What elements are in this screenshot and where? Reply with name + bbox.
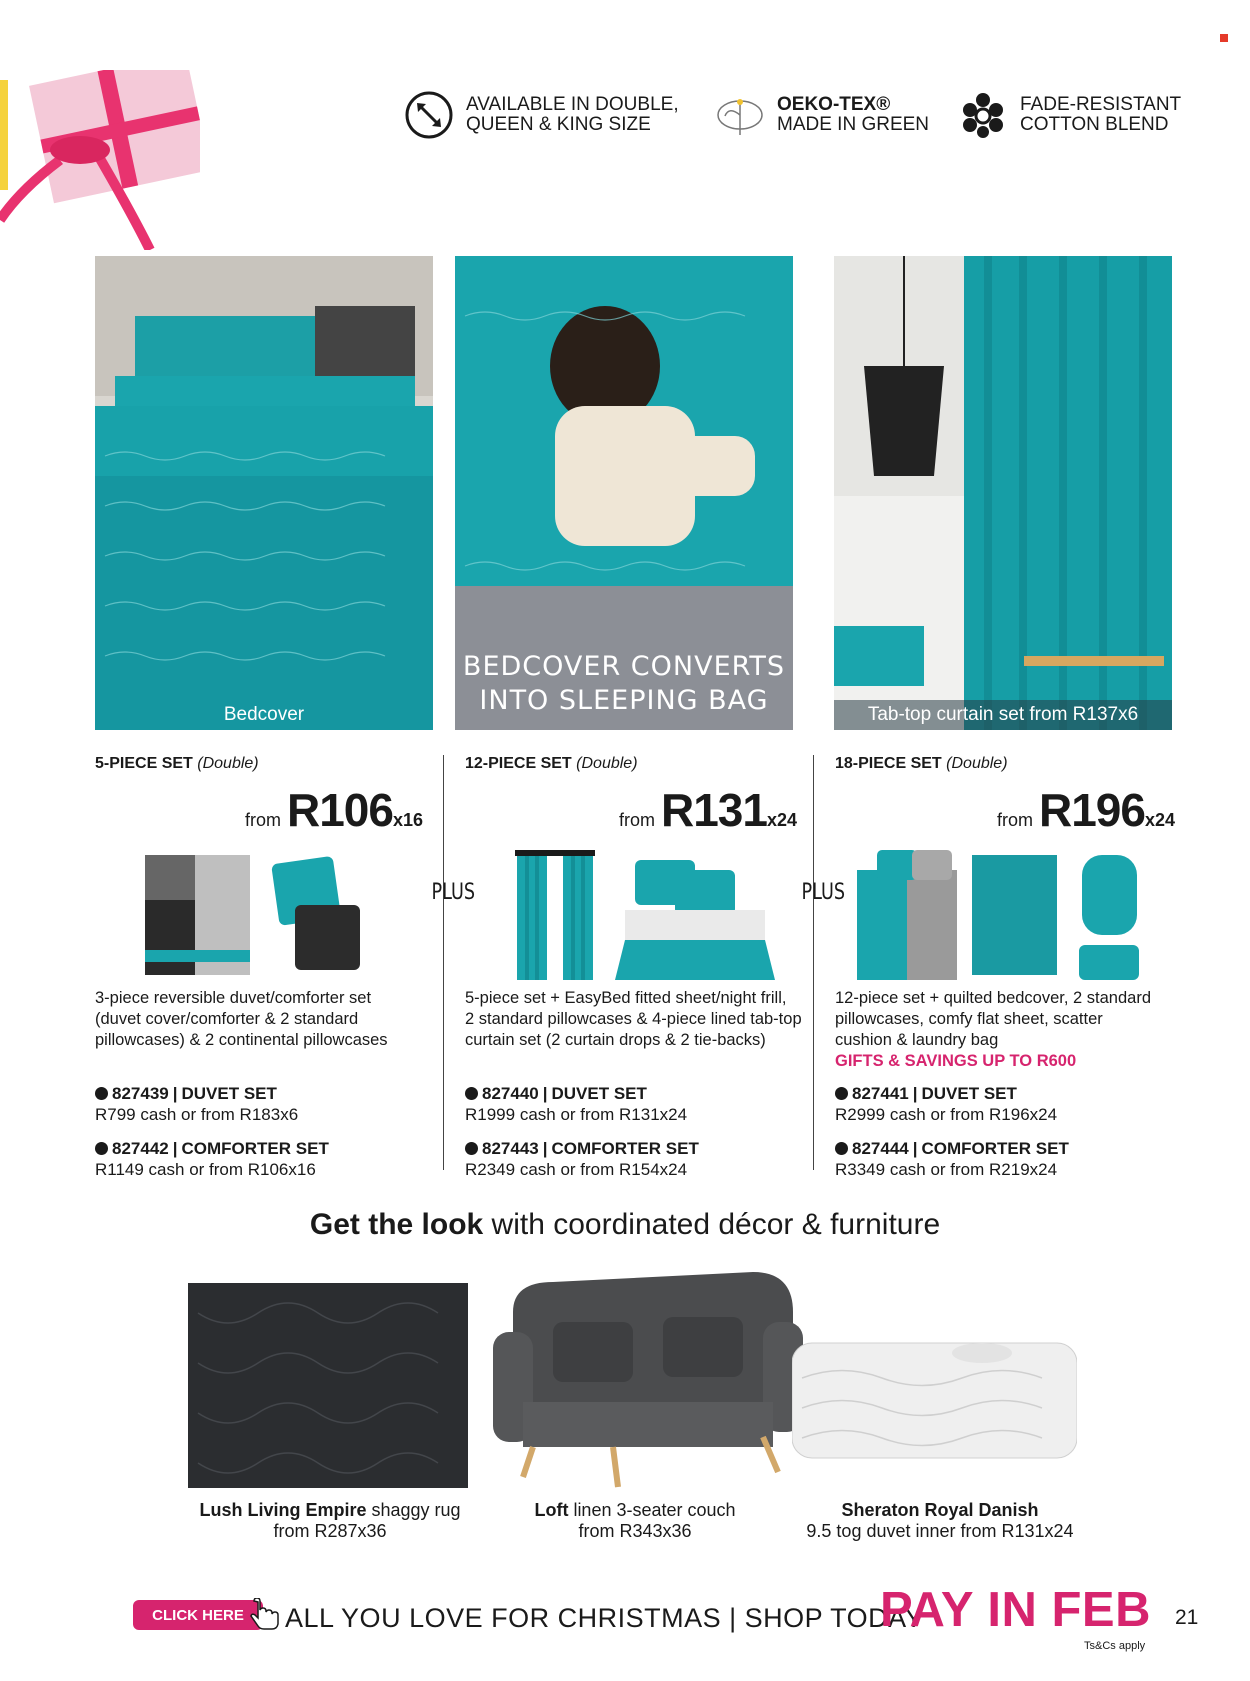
resize-arrows-icon [404, 90, 454, 140]
duvet-inner-name-bold: Sheraton Royal Danish [841, 1500, 1039, 1520]
feature-fade-resistant [958, 90, 1181, 140]
price-from: from [618, 810, 655, 830]
product-code-icon [95, 1142, 108, 1155]
set-description [835, 988, 1175, 1072]
couch-name-rest: linen 3-seater couch [568, 1500, 736, 1520]
code-label: DUVET SET [181, 1084, 277, 1103]
set-description [95, 988, 435, 1051]
look-heading-bold: Get the look [309, 1208, 484, 1241]
desc-line-3: pillowcases) & 2 continental pillowcases [95, 1031, 388, 1049]
feature-oeko-tex [715, 90, 929, 140]
price [997, 783, 1175, 837]
set-column-18-piece [835, 755, 1175, 1179]
set-title-text: 5-PIECE SET [95, 755, 193, 772]
brand-mark [1220, 34, 1228, 42]
couch-name-bold: Loft [534, 1500, 569, 1520]
sleeping-bag-overlay [455, 650, 793, 718]
feature-text-2a: OEKO-TEX® [777, 94, 891, 115]
duvet-set-code: 827440 | DUVET SET R1999 cash or from R131x24 [465, 1084, 688, 1124]
terms-apply: Ts&Cs apply [1084, 1640, 1146, 1652]
code-number: 827444 [852, 1139, 909, 1158]
hand-cursor-icon [250, 1598, 282, 1632]
set-title-text: 18-PIECE SET [835, 755, 942, 772]
duvet-set-code: 827441 | DUVET SET R2999 cash or from R196x24 [835, 1084, 1058, 1124]
feature-text-3b: COTTON BLEND [1020, 114, 1169, 135]
desc-line-2: (duvet cover/comforter & 2 standard [95, 1010, 359, 1028]
curtain-set-product-image [515, 850, 785, 980]
price-from: from [996, 810, 1033, 830]
feature-text-3a: FADE-RESISTANT [1020, 94, 1182, 115]
bedcover-caption: Bedcover [223, 704, 305, 725]
get-the-look-heading [0, 1208, 1250, 1242]
column-divider-1 [443, 755, 444, 1170]
code-label: COMFORTER SET [181, 1139, 329, 1158]
desc-line-3: curtain set (2 curtain drops & 2 tie-backs) [465, 1031, 766, 1049]
rug-caption [165, 1500, 495, 1542]
product-code-icon [465, 1142, 478, 1155]
desc-line-1: 12-piece set + quilted bedcover, 2 standard [835, 989, 1152, 1007]
couch-caption [485, 1500, 785, 1542]
code-price: R1999 cash or from R131x24 [465, 1105, 688, 1124]
set-description [465, 988, 805, 1051]
feature-text-1a: AVAILABLE IN DOUBLE, [466, 94, 679, 115]
click-here-label: CLICK HERE [152, 1606, 244, 1624]
footer-tagline: ALL YOU LOVE FOR CHRISTMAS | SHOP TODAY [285, 1603, 924, 1633]
set-column-5-piece [95, 755, 435, 1179]
feature-sizes [404, 90, 679, 140]
plus-label-1: PLUS [431, 880, 476, 905]
price-multiplier: x24 [766, 810, 797, 830]
price [245, 783, 423, 837]
shaggy-rug-image [188, 1283, 468, 1488]
duvet-set-code: 827439 | DUVET SET R799 cash or from R183x6 [95, 1084, 299, 1124]
code-label: DUVET SET [551, 1084, 647, 1103]
overlay-line-2: INTO SLEEPING BAG [479, 685, 769, 716]
price-multiplier: x24 [1144, 810, 1175, 830]
desc-line-2: pillowcases, comfy flat sheet, scatter [835, 1010, 1103, 1028]
gift-box-decoration [0, 70, 200, 250]
click-here-button[interactable] [133, 1600, 263, 1630]
set-title [835, 755, 1175, 773]
sleeping-bag-photo [455, 256, 793, 730]
desc-line-2: 2 standard pillowcases & 4-piece lined tab-top [465, 1010, 802, 1028]
plus-label-2: PLUS [801, 880, 846, 905]
column-divider-2 [813, 755, 814, 1170]
set-size: (Double) [197, 755, 259, 772]
code-price: R2999 cash or from R196x24 [835, 1105, 1058, 1124]
gifts-savings-promo: GIFTS & SAVINGS UP TO R600 [835, 1052, 1077, 1070]
couch-image [493, 1262, 805, 1492]
code-price: R2349 cash or from R154x24 [465, 1160, 688, 1179]
desc-line-1: 5-piece set + EasyBed fitted sheet/night frill, [465, 989, 787, 1007]
product-code-icon [835, 1142, 848, 1155]
product-code-icon [835, 1087, 848, 1100]
look-heading-rest: with coordinated décor & furniture [483, 1208, 941, 1241]
duvet-inner-image [792, 1323, 1077, 1468]
desc-line-3: cushion & laundry bag [835, 1031, 999, 1049]
curtain-photo [834, 256, 1172, 730]
overlay-line-1: BEDCOVER CONVERTS [462, 651, 786, 682]
fabric-dots-icon [958, 90, 1008, 140]
code-number: 827442 [112, 1139, 169, 1158]
pay-in-feb-banner: PAY IN FEB [880, 1583, 1151, 1637]
code-label: COMFORTER SET [921, 1139, 1069, 1158]
rug-name-bold: Lush Living Empire [199, 1500, 367, 1520]
code-number: 827440 [482, 1084, 539, 1103]
code-price: R1149 cash or from R106x16 [95, 1160, 316, 1179]
curtain-caption: Tab-top curtain set from R137x6 [834, 700, 1172, 730]
price-from: from [244, 810, 281, 830]
product-code-icon [465, 1087, 478, 1100]
code-label: DUVET SET [921, 1084, 1017, 1103]
code-price: R799 cash or from R183x6 [95, 1105, 299, 1124]
feature-text-2b: MADE IN GREEN [777, 114, 930, 135]
feature-text-1b: QUEEN & KING SIZE [466, 114, 651, 135]
duvet-inner-caption [790, 1500, 1090, 1542]
product-code-icon [95, 1087, 108, 1100]
oeko-tex-leaf-icon [715, 90, 765, 140]
set-title [465, 755, 805, 773]
comforter-set-code: 827444 | COMFORTER SET R3349 cash or from R219x24 [835, 1139, 1069, 1179]
code-number: 827439 [112, 1084, 169, 1103]
code-number: 827441 [852, 1084, 909, 1103]
couch-price: from R343x36 [578, 1521, 692, 1541]
duvet-inner-price: 9.5 tog duvet inner from R131x24 [806, 1521, 1074, 1541]
price-multiplier: x16 [392, 810, 423, 830]
price-main: R106 [286, 784, 393, 836]
rug-name-rest: shaggy rug [366, 1500, 461, 1520]
set-title [95, 755, 435, 773]
price [619, 783, 797, 837]
code-label: COMFORTER SET [551, 1139, 699, 1158]
bedcover-set-product-image [857, 850, 1157, 985]
page-number: 21 [1175, 1606, 1199, 1629]
set-column-12-piece [465, 755, 805, 1179]
set-size: (Double) [576, 755, 638, 772]
comforter-set-code: 827442 | COMFORTER SET R1149 cash or from R106x16 [95, 1139, 329, 1179]
set-title-text: 12-PIECE SET [465, 755, 572, 772]
comforter-set-code: 827443 | COMFORTER SET R2349 cash or from R154x24 [465, 1139, 699, 1179]
code-price: R3349 cash or from R219x24 [835, 1160, 1058, 1179]
rug-price: from R287x36 [273, 1521, 387, 1541]
price-main: R196 [1038, 784, 1145, 836]
duvet-set-product-image [145, 850, 385, 980]
code-number: 827443 [482, 1139, 539, 1158]
bedcover-photo [95, 256, 433, 730]
desc-line-1: 3-piece reversible duvet/comforter set [95, 989, 372, 1007]
set-size: (Double) [946, 755, 1008, 772]
price-main: R131 [660, 784, 767, 836]
